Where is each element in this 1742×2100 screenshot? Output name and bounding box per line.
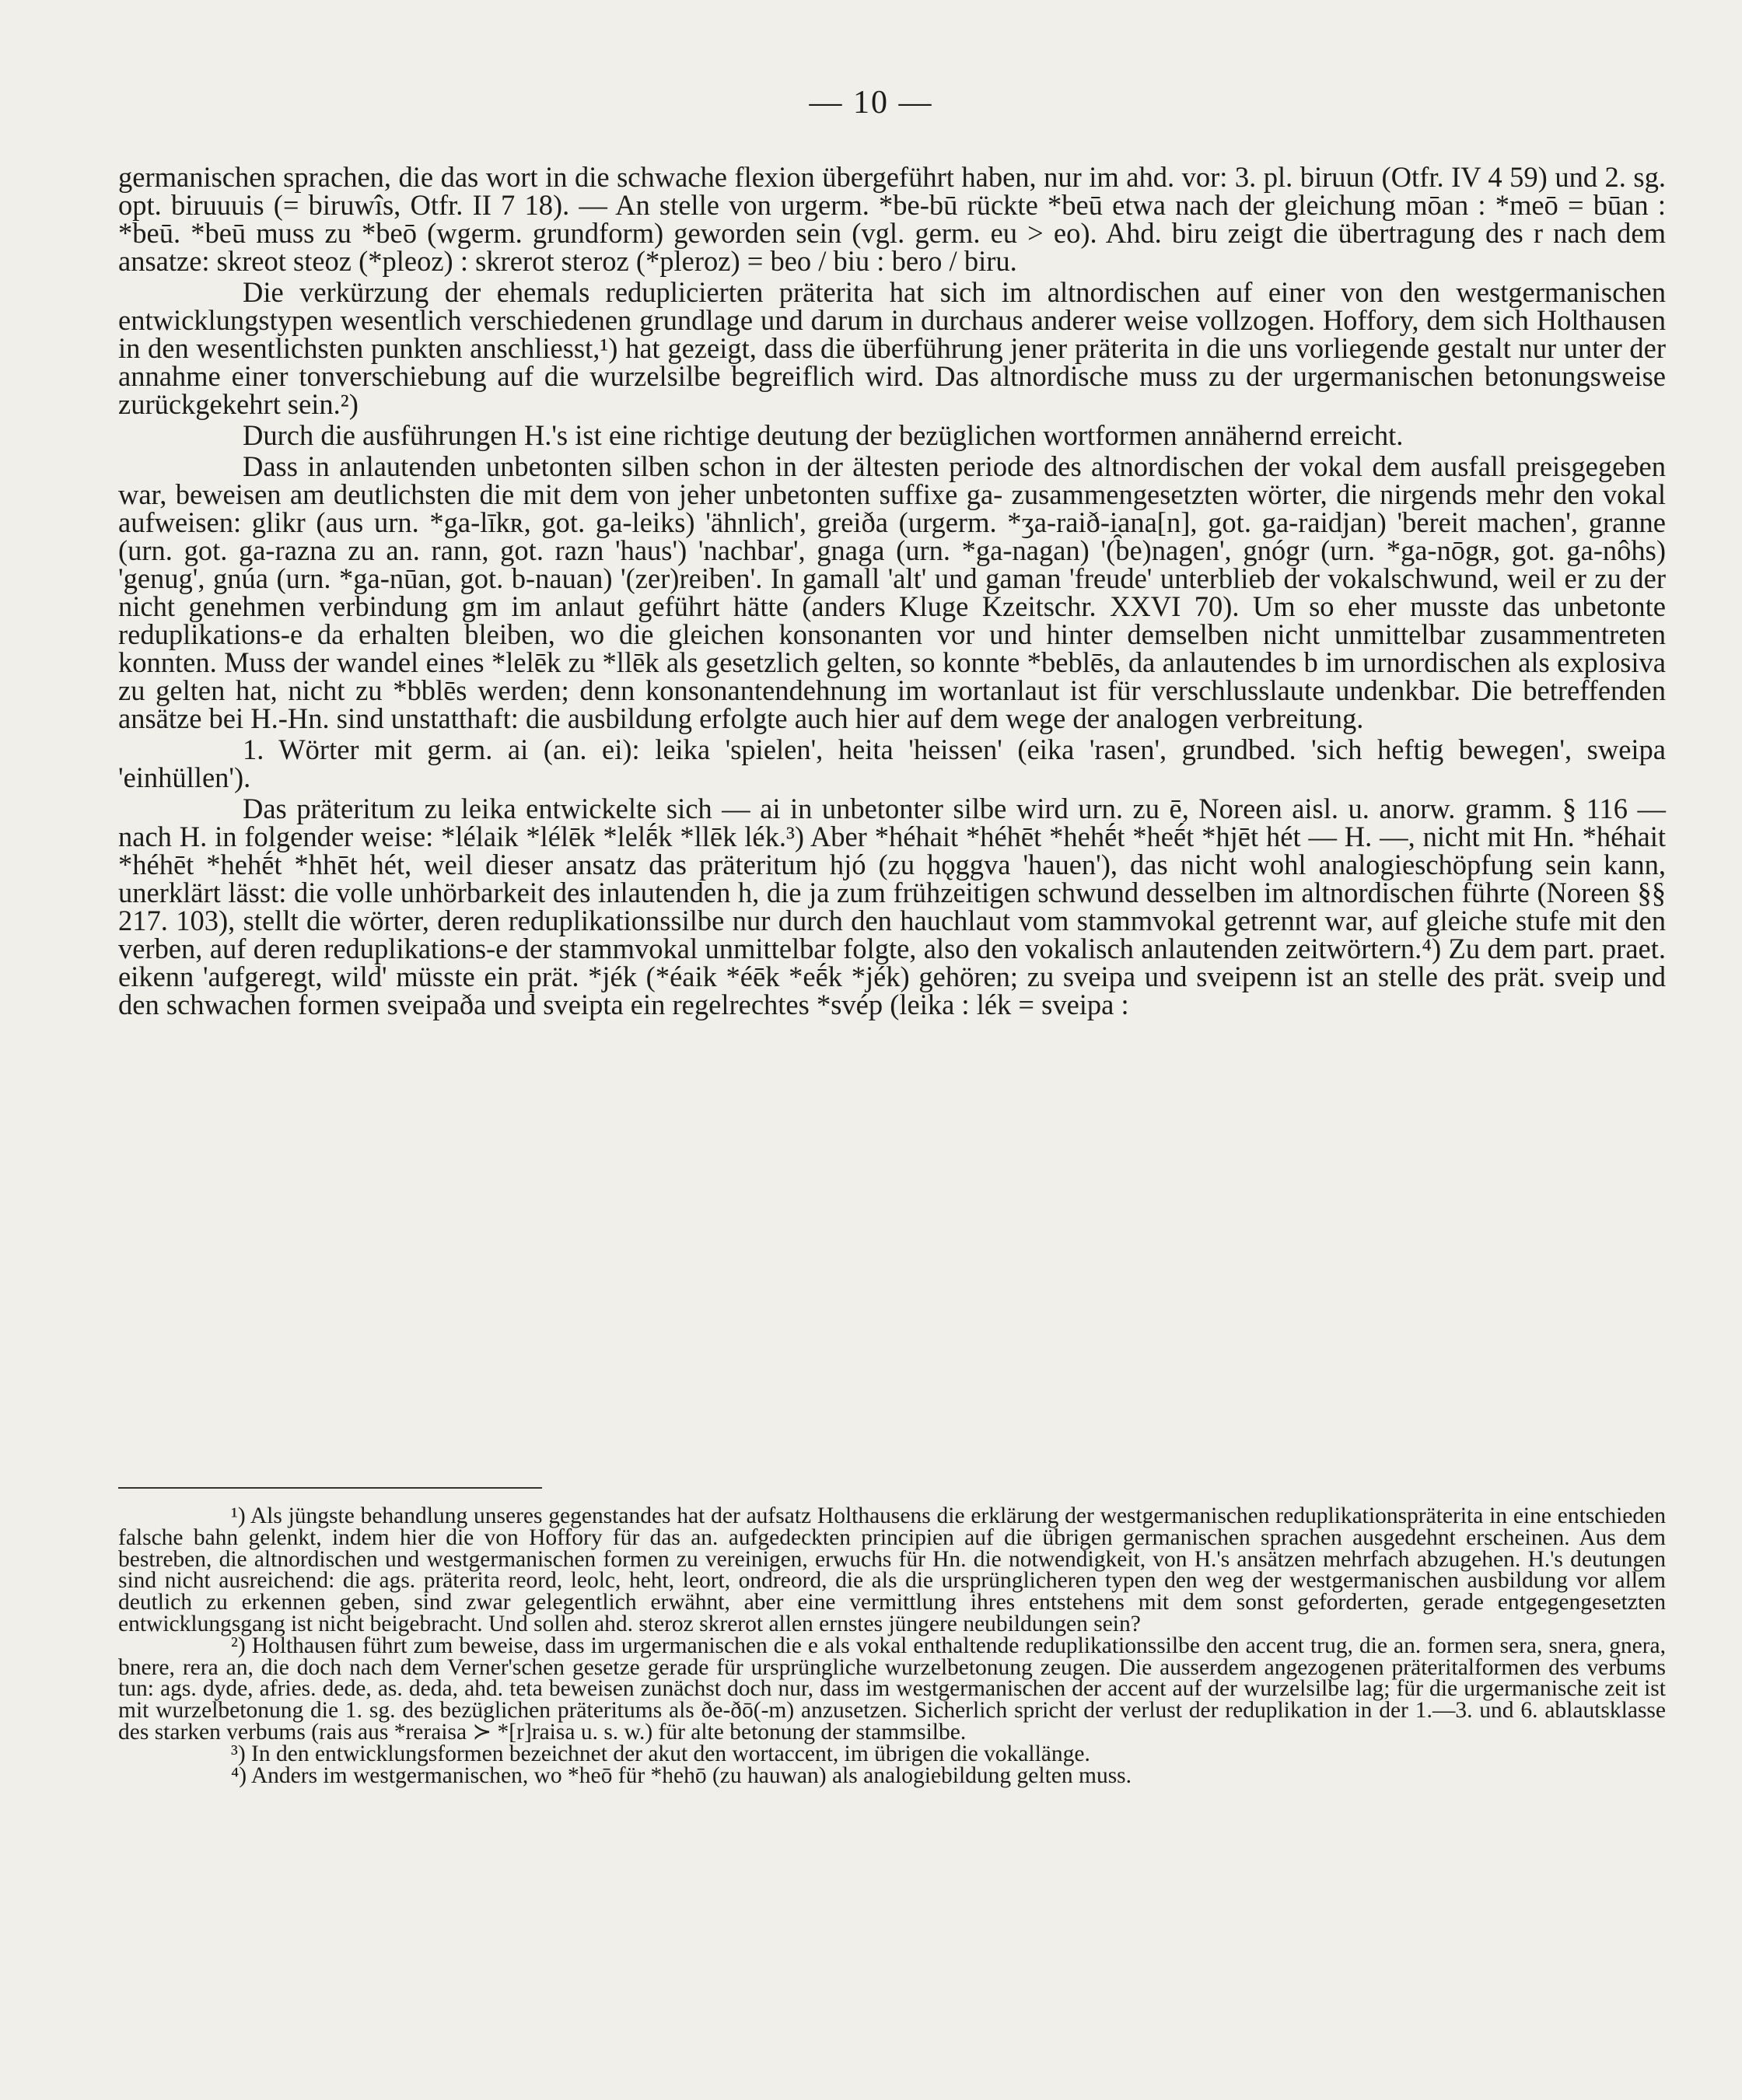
main-text: [118, 163, 1666, 1019]
paragraph-4: Dass in anlautenden unbetonten silben schon in der ältesten periode des altnordischen der vokal dem ausfall preisgegeben war, beweisen am deutlichsten die mit dem von jeher unbetonten suffixe ga- zusammengesetzten wörter, die nirgends mehr den vokal aufweisen: glikr (aus urn. *ga-līkʀ, got. ga-leiks) 'ähnlich', greiða (urgerm. *ʒa-raið-i̯ana[n], got. ga-raidjan) 'bereit machen', granne (urn. got. ga-razna zu an. rann, got. razn 'haus') 'nachbar', gnaga (urn. *ga-nagan) '(be)nagen', gnógr (urn. *ga-nōgʀ, got. ga-nôhs) 'genug', gnúa (urn. *ga-nūan, got. b-nauan) '(zer)reiben'. In gamall 'alt' und gaman 'freude' unterblieb der vokalschwund, weil er zu der nicht genehmen verbindung gm im anlaut geführt hätte (anders Kluge Kzeitschr. XXVI 70). Um so eher musste das unbetonte reduplikations-e da erhalten bleiben, wo die gleichen konsonanten vor und hinter demselben nicht unmittelbar zusammentreten konnten. Muss der wandel eines *lelēk zu *llēk als gesetzlich gelten, so konnte *beblēs, da anlautendes b im urnordischen als explosiva zu gelten hat, nicht zu *bblēs werden; denn konsonantendehnung im wortanlaut ist für verschlusslaute undenkbar. Die betreffenden ansätze bei H.-Hn. sind unstatthaft: die ausbildung erfolgte auch hier auf dem wege der analogen verbreitung.: [118, 450, 1666, 734]
page-number: — 10 —: [809, 85, 933, 121]
paragraph-3: Durch die ausführungen H.'s ist eine richtige deutung der bezüglichen wortformen annähernd erreicht.: [243, 419, 1404, 451]
paragraph-1: germanischen sprachen, die das wort in die schwache flexion übergeführt haben, nur im ahd. vor: 3. pl. biruun (Otfr. IV 4 59) und 2. sg. opt. biruuuis (= biruwîs, Otfr. II 7 18). — An stelle von urgerm. *be-bū rückte *beū etwa nach der gleichung mōan : *meō = būan : *beū. *beū muss zu *beō (wgerm. grundform) geworden sein (vgl. germ. eu > eo). Ahd. biru zeigt die übertragung des r nach dem ansatze: skreot steoz (*pleoz) : skrerot steroz (*pleroz) = beo / biu : bero / biru.: [118, 161, 1666, 277]
paragraph-2: Die verkürzung der ehemals reduplicierten präterita hat sich im altnordischen auf einer von den westgermanischen entwicklungstypen wesentlich verschiedenen grundlage und darum in durchaus anderer weise vollzogen. Hoffory, dem sich Holthausen in den wesentlichsten punkten anschliesst,¹) hat gezeigt, dass die überführung jener präterita in die uns vorliegende gestalt nur unter der annahme einer tonverschiebung auf die wurzelsilbe begreiflich wird. Das altnordische muss zu der urgermanischen betonungsweise zurückgekehrt sein.²): [118, 276, 1666, 420]
footnotes: [118, 1503, 1666, 1788]
paragraph-5: 1. Wörter mit germ. ai (an. ei): leika 'spielen', heita 'heissen' (eika 'rasen', grundbed. 'sich heftig bewegen', sweipa 'einhüllen').: [118, 733, 1666, 793]
footnote-divider: [118, 1487, 542, 1489]
footnote-2: ²) Holthausen führt zum beweise, dass im urgermanischen die e als vokal enthaltende reduplikationssilbe den accent trug, die an. formen sera, snera, gnera, bnere, rera an, die doch nach dem Verner'schen gesetze gerade für ursprüngliche wurzelbetonung zeugen. Die ausserdem angezogenen präteritalformen des verbums tun: ags. dyde, afries. dede, as. deda, ahd. teta beweisen zunächst doch nur, dass im westgermanischen der accent auf der wurzelsilbe lag; für die urgermanische zeit ist mit wurzelbetonung die 1. sg. des bezüglichen präteritums als ðe-ðō(-m) anzusetzen. Sicherlich spricht der verlust der reduplikation in der 1.—3. und 6. ablautsklasse des starken verbums (rais aus *reraisa ≻ *[r]raisa u. s. w.) für alte betonung der stammsilbe.: [118, 1633, 1666, 1745]
footnote-4: ⁴) Anders im westgermanischen, wo *heō für *hehō (zu hauwan) als analogiebildung gelten muss.: [231, 1762, 1132, 1788]
footnote-3: ³) In den entwicklungsformen bezeichnet der akut den wortaccent, im übrigen die vokallänge.: [231, 1741, 1090, 1766]
footnote-1: ¹) Als jüngste behandlung unseres gegenstandes hat der aufsatz Holthausens die erklärung der westgermanischen reduplikationspräterita in eine entschieden falsche bahn gelenkt, indem hier die von Hoffory für das an. aufgedeckten principien auf die übrigen germanischen sprachen ausgedehnt erscheinen. Aus dem bestreben, die altnordischen und westgermanischen formen zu vereinigen, erwuchs für Hn. die notwendigkeit, von H.'s ansätzen mehrfach abzugehen. H.'s deutungen sind nicht ausreichend: die ags. präterita reord, leolc, heht, leort, ondreord, die als die ursprünglicheren typen den weg der westgermanischen ausbildung vor allem deutlich zu erkennen geben, sind zwar gelegentlich erwähnt, aber eine vermittlung ihres entstehens mit dem sonst geforderten, gerade entgegengesetzten entwicklungsgang ist nicht beigebracht. Und sollen ahd. steroz skrerot allen ernstes jüngere neubildungen sein?: [118, 1503, 1666, 1636]
paragraph-6: Das präteritum zu leika entwickelte sich — ai in unbetonter silbe wird urn. zu ē, Noreen aisl. u. anorw. gramm. § 116 — nach H. in folgender weise: *lélaik *lélēk *lelḗk *llēk lék.³) Aber *héhait *héhēt *hehḗt *heḗt *hjēt hét — H. —, nicht mit Hn. *héhait *héhēt *hehḗt *hhēt hét, weil dieser ansatz das präteritum hjó (zu hǫggva 'hauen'), das nicht wohl analogieschöpfung sein kann, unerklärt lässt: die volle unhörbarkeit des inlautenden h, die ja zum frühzeitigen schwund desselben im altnordischen führte (Noreen §§ 217. 103), stellt die wörter, deren reduplikationssilbe nur durch den hauchlaut vom stammvokal getrennt war, auf gleiche stufe mit den verben, auf deren reduplikations-e der stammvokal unmittelbar folgte, also den vokalisch anlautenden zeitwörtern.⁴) Zu dem part. praet. eikenn 'aufgeregt, wild' müsste ein prät. *jék (*éaik *éēk *eḗk *jék) gehören; zu sveipa und sveipenn ist an stelle des prät. sveip und den schwachen formen sveipaða und sveipta ein regelrechtes *svép (leika : lék = sveipa :: [118, 793, 1666, 1020]
